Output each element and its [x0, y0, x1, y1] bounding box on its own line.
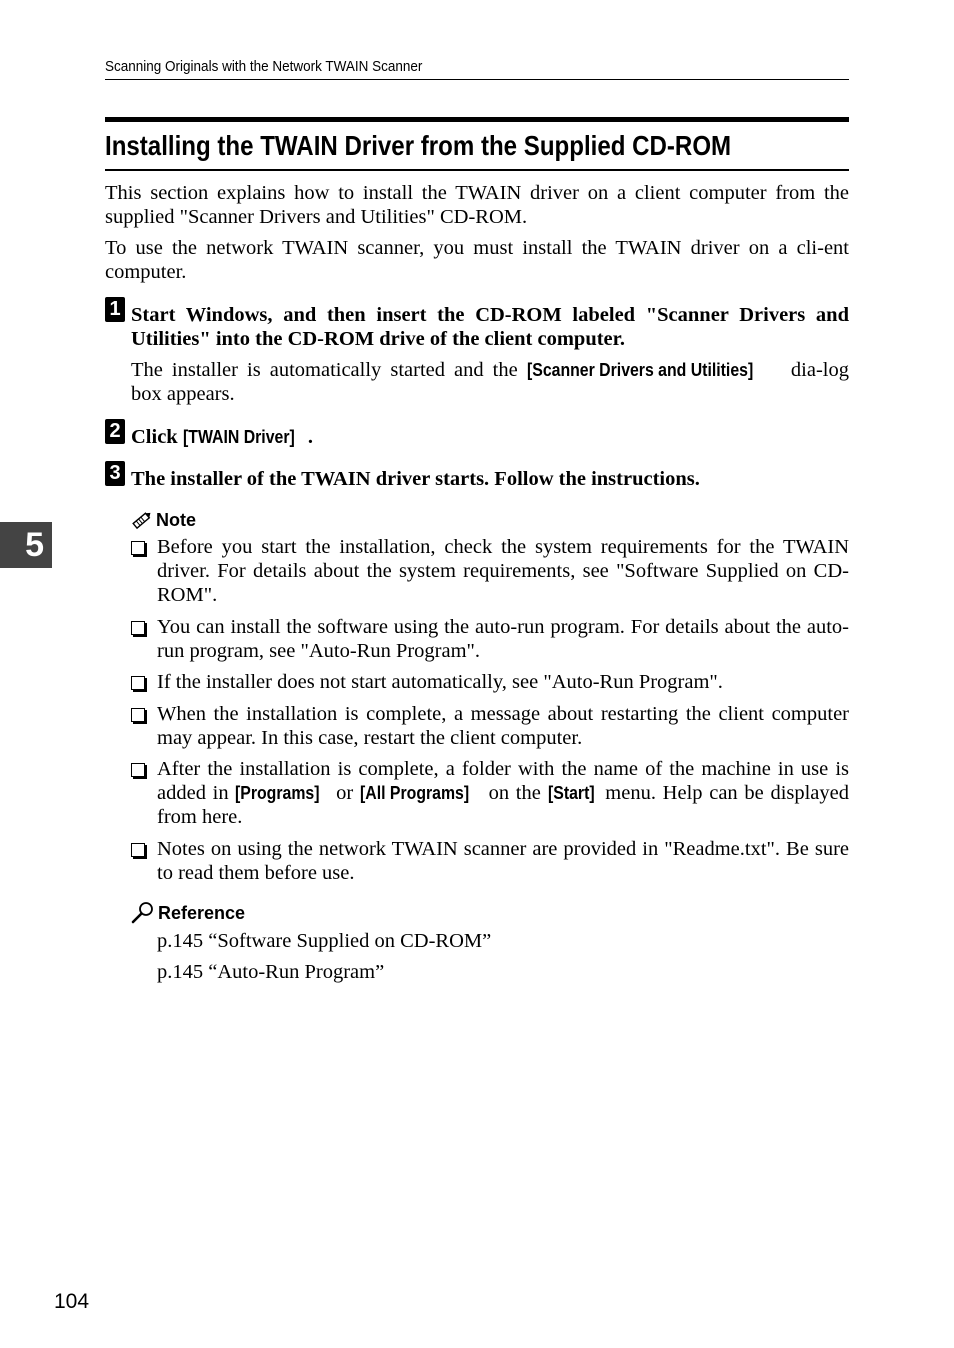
note-bullet-4: [131, 708, 145, 722]
note-heading: [131, 507, 196, 533]
pencil-icon: [131, 510, 153, 530]
note-item-5-text-1: After the installation is complete, a folder with the name of the machine in use is added in: [157, 758, 849, 804]
note-bullet-3: [131, 676, 145, 690]
reference-item-1: p.145 “Software Supplied on CD-ROM”: [157, 930, 492, 952]
step-3-instruction: The installer of the TWAIN driver starts. Follow the instructions.: [131, 468, 700, 490]
note-item-5-text-4: menu. Help can be displayed from here.: [157, 782, 850, 828]
reference-item-2: p.145 “Auto-Run Program”: [157, 961, 385, 983]
note-item-2: You can install the software using the auto-run program. For details about the auto-run program, see "Auto-Run Program".: [157, 616, 849, 662]
header-rule: [105, 79, 849, 80]
note-bullet-2: [131, 621, 145, 635]
intro-paragraph-2: To use the network TWAIN scanner, you must install the TWAIN driver on a cli-ent computer.: [105, 237, 849, 283]
note-item-1: Before you start the installation, check the system requirements for the TWAIN driver. For details about the system requirements, see "Software Supplied on CD-ROM".: [157, 536, 849, 606]
step-1-detail: [131, 358, 849, 406]
scanner-drivers-dialog-label: [Scanner Drivers and Utilities]: [526, 360, 754, 380]
note-item-4: When the installation is complete, a message about restarting the client computer may appear. In this case, restart the client computer.: [157, 703, 849, 749]
note-bullet-6: [131, 843, 145, 857]
step-2-text-2: .: [307, 426, 313, 448]
twain-driver-label: [TWAIN Driver]: [182, 427, 295, 447]
reference-heading: [131, 899, 245, 927]
note-item-5-text-2: or: [329, 782, 360, 804]
step-1-number: 1: [105, 297, 125, 322]
step-2-number: 2: [105, 419, 125, 444]
step-3-number: 3: [105, 461, 125, 486]
start-menu-label: [Start]: [547, 783, 595, 803]
all-programs-menu-label: [All Programs]: [359, 783, 470, 803]
note-item-5: [157, 757, 849, 829]
section-title: Installing the TWAIN Driver from the Supplied CD-ROM: [105, 130, 732, 161]
step-1-detail-text-2: dia-log box appears.: [131, 359, 849, 405]
note-item-3: If the installer does not start automatically, see "Auto-Run Program".: [157, 671, 723, 693]
title-rule-top: [105, 117, 849, 122]
note-item-5-text-3: on the: [481, 782, 548, 804]
step-1-detail-text-1: The installer is automatically started and the: [131, 359, 527, 381]
note-item-6: Notes on using the network TWAIN scanner are provided in "Readme.txt". Be sure to read them before use.: [157, 838, 849, 884]
note-label: Note: [156, 509, 196, 530]
step-2-text-1: Click: [131, 426, 183, 448]
programs-menu-label: [Programs]: [235, 783, 320, 803]
title-rule-bottom: [105, 169, 849, 171]
note-bullet-5: [131, 763, 145, 777]
step-2-instruction: [131, 425, 313, 449]
running-header: Scanning Originals with the Network TWAIN Scanner: [105, 58, 423, 75]
chapter-tab: 5: [0, 522, 52, 568]
step-1-instruction: Start Windows, and then insert the CD-ROM labeled "Scanner Drivers and Utilities" into the CD-ROM drive of the client computer.: [131, 304, 849, 350]
note-bullet-1: [131, 541, 145, 555]
magnifier-icon: [131, 901, 155, 925]
reference-label: Reference: [158, 902, 246, 923]
page-number: 104: [54, 1290, 90, 1313]
intro-paragraph-1: This section explains how to install the TWAIN driver on a client computer from the supplied "Scanner Drivers and Utilities" CD-ROM.: [105, 182, 849, 228]
